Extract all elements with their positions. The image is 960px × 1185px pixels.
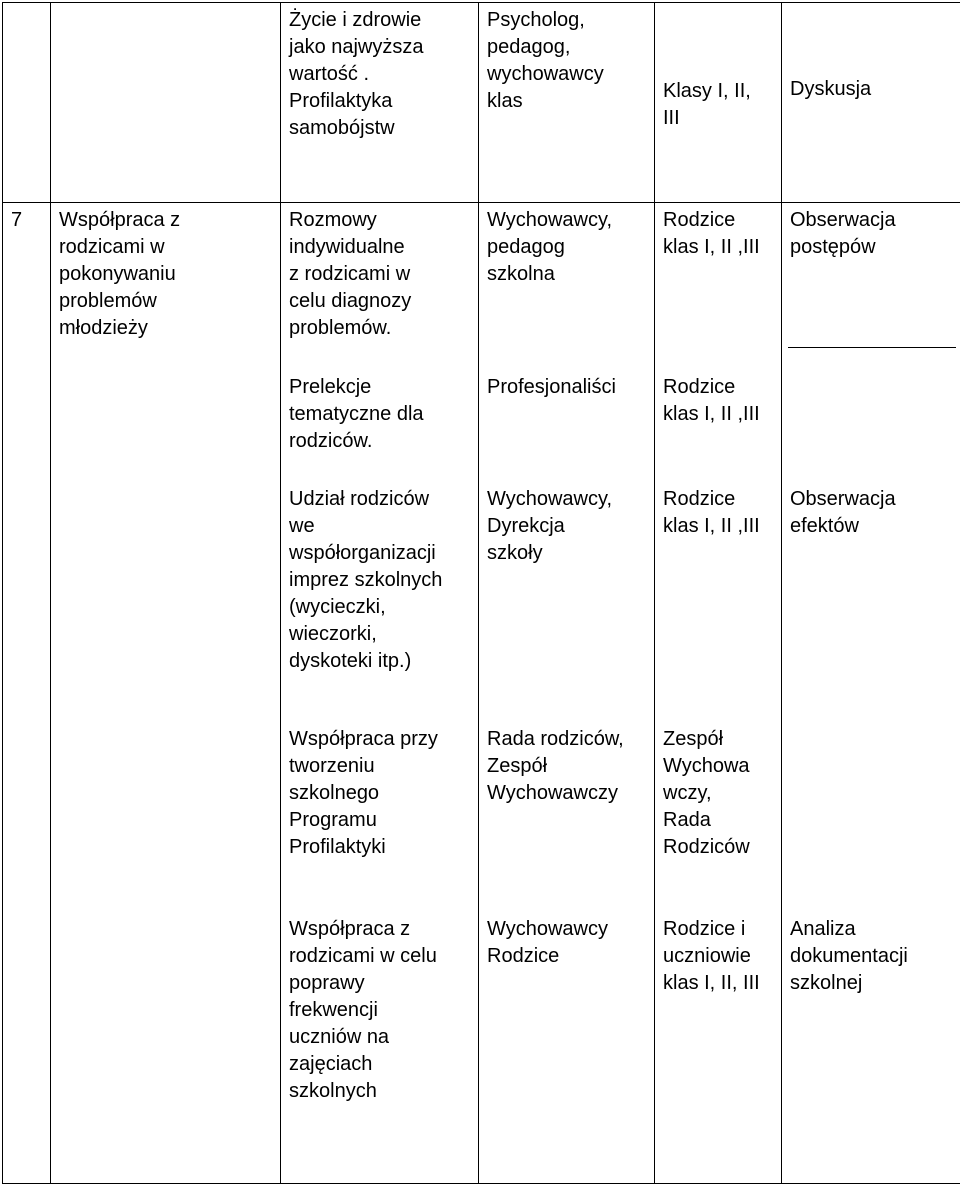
table-row (3, 3, 960, 203)
number-cell (3, 203, 51, 1184)
responsible-text: Wychowawcy, Dyrekcja szkoły (487, 487, 613, 564)
underline-rule (788, 347, 956, 348)
form-cell (281, 482, 479, 722)
form-text: Współpraca z rodzicami w celu poprawy frekwencji uczniów na zajęciach szkolnych (289, 917, 437, 1102)
target-text: Rodzice i uczniowie klas I, II, III (663, 917, 760, 994)
evaluation-cell (782, 370, 960, 482)
responsible-cell (479, 370, 655, 482)
evaluation-cell (782, 722, 960, 912)
target-cell (655, 482, 782, 722)
form-text: Udział rodziców we współorganizacji imprez szkolnych (wycieczki, wieczorki, dyskoteki itp.) (289, 487, 443, 672)
number-cell (3, 3, 51, 203)
target-cell (655, 370, 782, 482)
table-row (3, 203, 960, 370)
evaluation-cell (782, 912, 960, 1184)
evaluation-cell (782, 482, 960, 722)
target-text: Klasy I, II, III (663, 79, 751, 129)
responsible-cell (479, 482, 655, 722)
evaluation-cell (782, 3, 960, 203)
task-cell (51, 3, 281, 203)
row-number: 7 (11, 209, 23, 231)
program-table (2, 2, 960, 1184)
task-text: Współpraca z rodzicami w pokonywaniu problemów młodzieży (59, 209, 181, 339)
form-text: Współpraca przy tworzeniu szkolnego Programu Profilaktyki (289, 727, 438, 858)
responsible-cell (479, 912, 655, 1184)
evaluation-text: Obserwacja efektów (790, 487, 896, 537)
form-text: Prelekcje tematyczne dla rodziców. (289, 375, 424, 452)
responsible-text: Wychowawcy Rodzice (487, 917, 608, 967)
form-cell (281, 370, 479, 482)
evaluation-cell (782, 203, 960, 370)
target-text: Rodzice klas I, II ,III (663, 487, 760, 537)
target-cell (655, 3, 782, 203)
evaluation-text: Analiza dokumentacji szkolnej (790, 917, 908, 994)
target-cell (655, 722, 782, 912)
form-cell (281, 912, 479, 1184)
form-cell (281, 722, 479, 912)
form-cell (281, 3, 479, 203)
responsible-cell (479, 722, 655, 912)
target-text: Rodzice klas I, II ,III (663, 375, 760, 425)
target-text: Rodzice klas I, II ,III (663, 209, 760, 258)
responsible-text: Wychowawcy, pedagog szkolna (487, 209, 613, 285)
responsible-text: Psycholog, pedagog, wychowawcy klas (487, 9, 604, 112)
form-text: Rozmowy indywidualne z rodzicami w celu diagnozy problemów. (289, 209, 412, 339)
target-cell (655, 912, 782, 1184)
form-cell (281, 203, 479, 370)
responsible-text: Rada rodziców, Zespół Wychowawczy (487, 727, 624, 804)
responsible-cell (479, 203, 655, 370)
task-cell (51, 203, 281, 1184)
evaluation-text: Obserwacja postępów (790, 209, 896, 258)
target-text: Zespół Wychowa wczy, Rada Rodziców (663, 727, 750, 858)
evaluation-text: Dyskusja (790, 78, 872, 100)
target-cell (655, 203, 782, 370)
form-text: Życie i zdrowie jako najwyższa wartość . Profilaktyka samobójstw (289, 9, 424, 139)
responsible-text: Profesjonaliści (487, 375, 616, 398)
responsible-cell (479, 3, 655, 203)
